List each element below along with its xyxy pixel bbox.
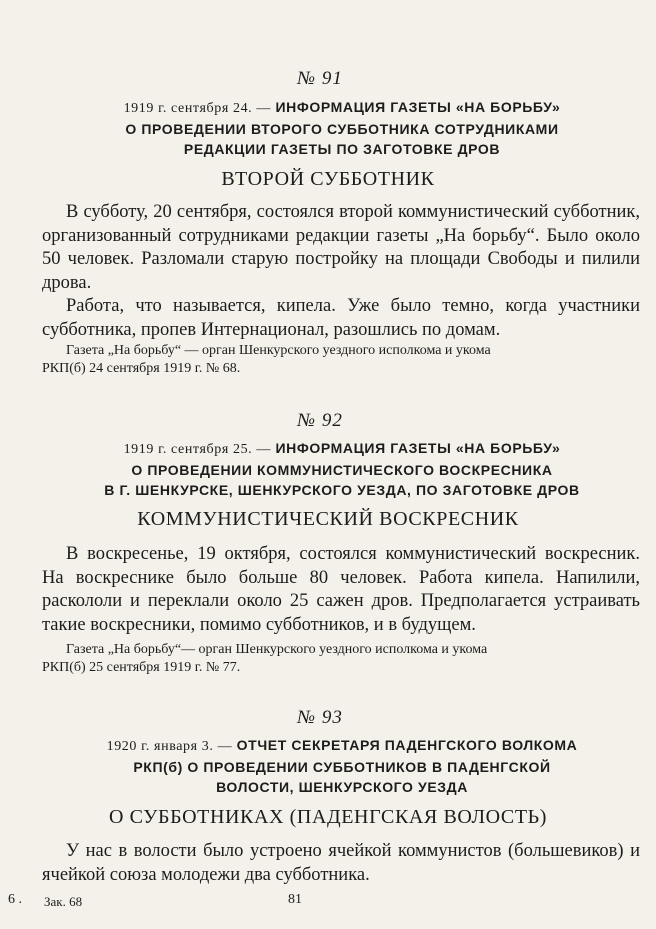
doc93-paragraph-1: У нас в волости было устроено ячейкой коммунистов (большевиков) и ячейкой союза молодежи два субботника. [42, 841, 640, 885]
doc93-body [42, 840, 640, 887]
doc93-number: № 93 [297, 707, 343, 728]
doc92-paragraph-1: В воскресенье, 19 октября, состоялся коммунистический воскресник. На воскреснике было больше 80 человек. Работа кипела. Напилили, раскололи и переклали около 25 сажен дров. Предполагается устраивать такие воскресники, помимо субботников, и в будущем. [42, 544, 640, 635]
doc93-title: О СУББОТНИКАХ (ПАДЕНГСКАЯ ВОЛОСТЬ) [108, 806, 548, 828]
signature-mark: 6 . [8, 892, 22, 907]
doc92-number: № 92 [297, 410, 343, 431]
doc91-header-line3: РЕДАКЦИИ ГАЗЕТЫ ПО ЗАГОТОВКЕ ДРОВ [183, 141, 501, 157]
doc92-header [44, 438, 640, 500]
doc91-title: ВТОРОЙ СУББОТНИК [221, 168, 435, 190]
doc91-header-line2: О ПРОВЕДЕНИИ ВТОРОГО СУББОТНИКА СОТРУДНИКАМИ [125, 121, 559, 137]
doc93-header-line3: ВОЛОСТИ, ШЕНКУРСКОГО УЕЗДА [216, 779, 468, 795]
doc93-header-text1: ОТЧЕТ СЕКРЕТАРЯ ПАДЕНГСКОГО ВОЛКОМА [236, 737, 578, 753]
doc91-date: 1919 г. сентября 24. — [123, 101, 271, 116]
doc91-header [44, 97, 640, 159]
doc91-header-line1 [44, 97, 640, 119]
doc91-source [42, 342, 640, 378]
doc91-paragraph-2: Работа, что называется, кипела. Уже было темно, когда участники субботника, пропев Интернационал, разошлись по домам. [42, 296, 640, 340]
doc92-date: 1919 г. сентября 25. — [123, 442, 271, 457]
doc93-header-line2: РКП(б) О ПРОВЕДЕНИИ СУББОТНИКОВ В ПАДЕНГСКОЙ [133, 759, 551, 775]
doc91-header-text1: ИНФОРМАЦИЯ ГАЗЕТЫ «НА БОРЬБУ» [275, 99, 561, 115]
doc92-header-line2: О ПРОВЕДЕНИИ КОММУНИСТИЧЕСКОГО ВОСКРЕСНИКА [131, 462, 553, 478]
page-number: 81 [288, 892, 302, 907]
doc92-body [42, 543, 640, 637]
doc93-header [44, 735, 640, 797]
doc92-source-line1: Газета „На борьбу“— орган Шенкурского уездного исполкома и укома [66, 642, 488, 657]
doc91-paragraph-1: В субботу, 20 сентября, состоялся второй коммунистический субботник, организованный сотрудниками редакции газеты „На борьбу“. Было около 50 человек. Разломали старую постройку на площади Свободы и пилили дрова. [42, 202, 640, 293]
page-footer [0, 892, 656, 912]
doc91-source-line2: РКП(б) 24 сентября 1919 г. № 68. [42, 361, 241, 376]
doc92-source [42, 641, 640, 677]
print-order-code: Зак. 68 [44, 894, 83, 909]
doc92-title: КОММУНИСТИЧЕСКИЙ ВОСКРЕСНИК [137, 508, 519, 530]
doc91-body [42, 201, 640, 342]
doc91-source-line1: Газета „На борьбу“ — орган Шенкурского уездного исполкома и укома [66, 343, 491, 358]
doc92-source-line2: РКП(б) 25 сентября 1919 г. № 77. [42, 660, 241, 675]
doc92-header-line1 [44, 438, 640, 460]
doc93-header-line1 [44, 735, 640, 757]
doc91-number: № 91 [297, 68, 343, 89]
doc93-date: 1920 г. января 3. — [106, 739, 233, 754]
doc92-header-text1: ИНФОРМАЦИЯ ГАЗЕТЫ «НА БОРЬБУ» [275, 440, 561, 456]
doc92-header-line3: В Г. ШЕНКУРСКЕ, ШЕНКУРСКОГО УЕЗДА, ПО ЗАГОТОВКЕ ДРОВ [104, 482, 580, 498]
